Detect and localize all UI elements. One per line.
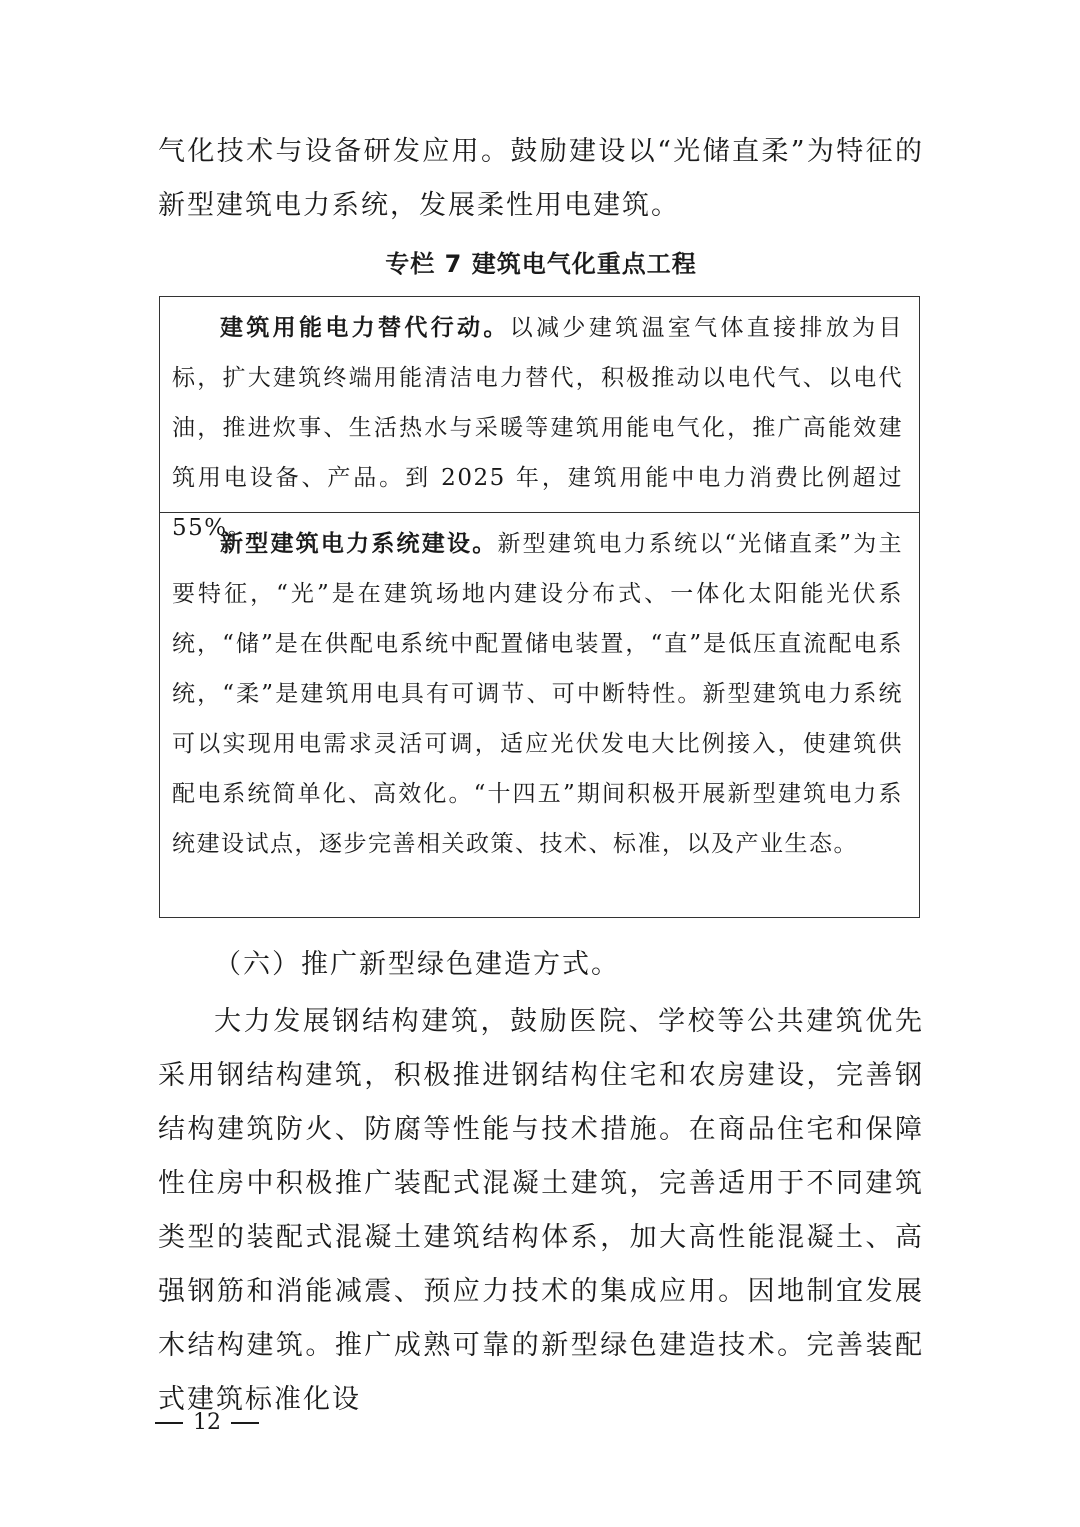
footer-dash-left bbox=[155, 1422, 183, 1424]
page-footer bbox=[155, 1405, 259, 1441]
section-heading: （六）推广新型绿色建造方式。 bbox=[214, 949, 620, 980]
page-number: 12 bbox=[193, 1410, 221, 1435]
footer-dash-right bbox=[231, 1422, 259, 1424]
box-section-lead: 新型建筑电力系统建设。 bbox=[220, 531, 498, 557]
box-section-lead: 建筑用能电力替代行动。 bbox=[220, 315, 510, 341]
column-box bbox=[159, 296, 920, 918]
box-section-electric-substitution bbox=[160, 297, 919, 541]
paragraph-continuation: 气化技术与设备研发应用。鼓励建设以“光储直柔”为特征的新型建筑电力系统，发展柔性用电建筑。 bbox=[158, 136, 924, 221]
box-section-body: 以减少建筑温室气体直接排放为目标，扩大建筑终端用能清洁电力替代，积极推动以电代气、以电代油，推进炊事、生活热水与采暖等建筑用能电气化，推广高能效建筑用电设备、产品。到 2025 年，建筑用能中电力消费比例超过 55%。 bbox=[172, 315, 904, 541]
box-section-new-power-system bbox=[160, 513, 919, 869]
box-section-text bbox=[172, 519, 903, 869]
paragraph-main: 大力发展钢结构建筑，鼓励医院、学校等公共建筑优先采用钢结构建筑，积极推进钢结构住宅和农房建设，完善钢结构建筑防火、防腐等性能与技术措施。在商品住宅和保障性住房中积极推广装配式混凝土建筑，完善适用于不同建筑类型的装配式混凝土建筑结构体系，加大高性能混凝土、高强钢筋和消能减震、预应力技术的集成应用。因地制宜发展木结构建筑。推广成熟可靠的新型绿色建造技术。完善装配式建筑标准化设 bbox=[158, 1006, 924, 1415]
box-section-body: 新型建筑电力系统以“光储直柔”为主要特征，“光”是在建筑场地内建设分布式、一体化太阳能光伏系统，“储”是在供配电系统中配置储电装置，“直”是低压直流配电系统，“柔”是建筑用电具有可调节、可中断特性。新型建筑电力系统可以实现用电需求灵活可调，适应光伏发电大比例接入，使建筑供配电系统简单化、高效化。“十四五”期间积极开展新型建筑电力系统建设试点，逐步完善相关政策、技术、标准，以及产业生态。 bbox=[172, 531, 903, 857]
box-title: 专栏 7 建筑电气化重点工程 bbox=[385, 250, 697, 278]
